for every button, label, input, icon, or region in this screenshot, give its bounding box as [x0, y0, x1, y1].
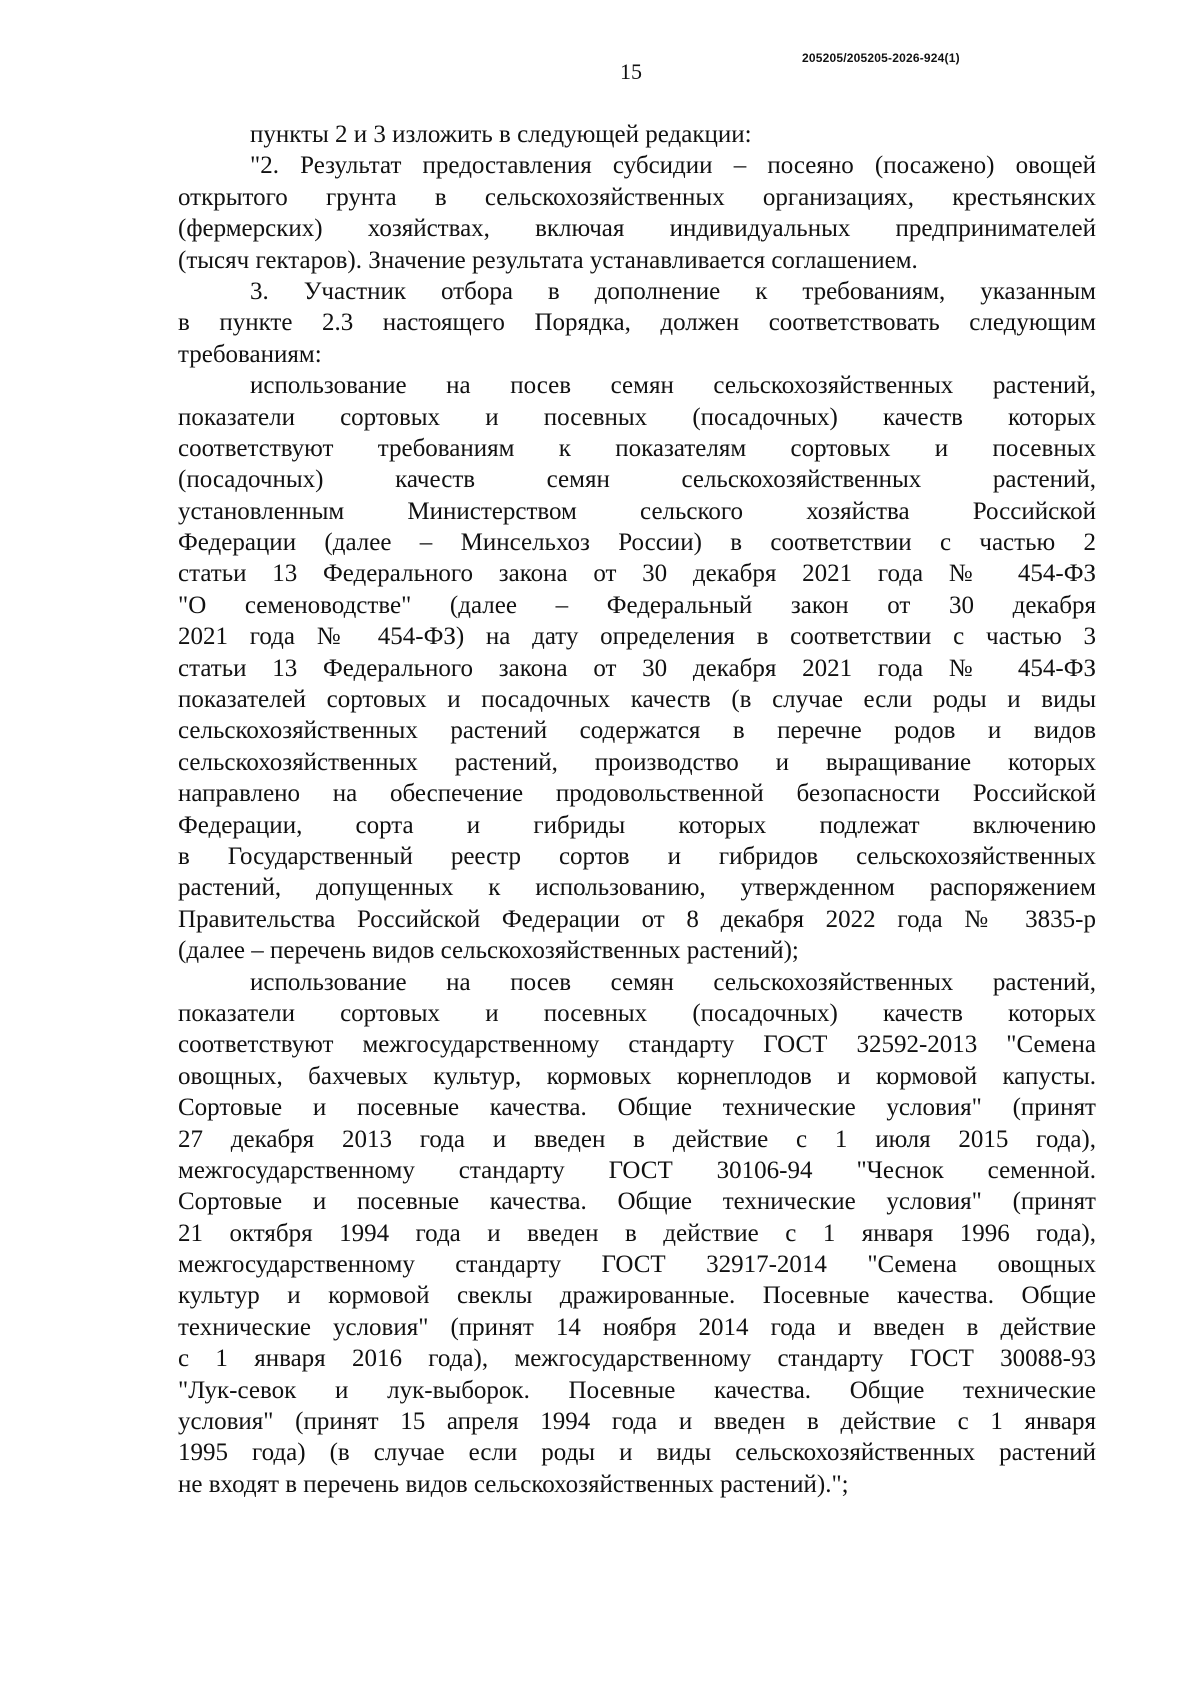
text-line: Федерации, сорта и гибриды которых подлежат включению: [178, 811, 1096, 839]
text-line: статьи 13 Федерального закона от 30 декабря 2021 года № 454-ФЗ: [178, 654, 1096, 682]
page-number: 15: [620, 59, 642, 84]
text-line: Сортовые и посевные качества. Общие технические условия" (принят: [178, 1188, 1096, 1216]
text-line: в Государственный реестр сортов и гибридов сельскохозяйственных: [178, 842, 1096, 870]
text-line: показатели сортовых и посевных (посадочных) качеств которых: [178, 999, 1096, 1027]
text-line: (далее – перечень видов сельскохозяйственных растений);: [178, 937, 799, 965]
text-line: открытого грунта в сельскохозяйственных организациях, крестьянских: [178, 183, 1096, 211]
text-line: межгосударственному стандарту ГОСТ 30106-94 "Чеснок семенной.: [178, 1156, 1096, 1184]
text-line: растений, допущенных к использованию, утвержденном распоряжением: [178, 874, 1096, 902]
text-line: технические условия" (принят 14 ноября 2014 года и введен в действие: [178, 1313, 1096, 1341]
text-line: "О семеноводстве" (далее – Федеральный закон от 30 декабря: [178, 591, 1096, 619]
text-line: сельскохозяйственных растений, производство и выращивание которых: [178, 748, 1096, 776]
text-line: овощных, бахчевых культур, кормовых корнеплодов и кормовой капусты.: [178, 1062, 1096, 1090]
text-line: межгосударственному стандарту ГОСТ 32917-2014 "Семена овощных: [178, 1251, 1096, 1279]
text-line: 27 декабря 2013 года и введен в действие с 1 июля 2015 года),: [178, 1125, 1096, 1153]
text-line: "2. Результат предоставления субсидии – посеяно (посажено) овощей: [250, 152, 1096, 180]
text-line: направлено на обеспечение продовольственной безопасности Российской: [178, 780, 1096, 808]
text-line: соответствуют требованиям к показателям сортовых и посевных: [178, 434, 1096, 462]
text-line: (посадочных) качеств семян сельскохозяйственных растений,: [178, 466, 1096, 494]
text-line: условия" (принят 15 апреля 1994 года и введен в действие с 1 января: [178, 1408, 1096, 1436]
text-line: показателей сортовых и посадочных качеств (в случае если роды и виды: [178, 686, 1096, 714]
text-line: в пункте 2.3 настоящего Порядка, должен соответствовать следующим: [178, 309, 1096, 337]
text-line: не входят в перечень видов сельскохозяйственных растений).";: [178, 1470, 849, 1498]
text-line: 1995 года) (в случае если роды и виды сельскохозяйственных растений: [178, 1439, 1096, 1467]
text-line: с 1 января 2016 года), межгосударственному стандарту ГОСТ 30088-93: [178, 1345, 1096, 1373]
text-line: Сортовые и посевные качества. Общие технические условия" (принят: [178, 1094, 1096, 1122]
text-line: использование на посев семян сельскохозяйственных растений,: [250, 968, 1096, 996]
text-line: культур и кормовой свеклы дражированные. Посевные качества. Общие: [178, 1282, 1096, 1310]
text-line: 2021 года № 454-ФЗ) на дату определения в соответствии с частью 3: [178, 623, 1096, 651]
text-line: Федерации (далее – Минсельхоз России) в соответствии с частью 2: [178, 529, 1096, 557]
text-line: требованиям:: [178, 340, 322, 368]
text-line: 21 октября 1994 года и введен в действие с 1 января 1996 года),: [178, 1219, 1096, 1247]
text-line: "Лук-севок и лук-выборок. Посевные качества. Общие технические: [178, 1376, 1096, 1404]
text-line: Правительства Российской Федерации от 8 декабря 2022 года № 3835-р: [178, 905, 1096, 933]
text-line: сельскохозяйственных растений содержатся в перечне родов и видов: [178, 717, 1096, 745]
text-line: (фермерских) хозяйствах, включая индивидуальных предпринимателей: [178, 215, 1096, 243]
text-line: пункты 2 и 3 изложить в следующей редакции:: [250, 121, 752, 148]
text-line: показатели сортовых и посевных (посадочных) качеств которых: [178, 403, 1096, 431]
text-line: статьи 13 Федерального закона от 30 декабря 2021 года № 454-ФЗ: [178, 560, 1096, 588]
text-line: использование на посев семян сельскохозяйственных растений,: [250, 372, 1096, 400]
text-line: соответствуют межгосударственному стандарту ГОСТ 32592-2013 "Семена: [178, 1031, 1096, 1059]
text-line: 3. Участник отбора в дополнение к требованиям, указанным: [250, 277, 1096, 305]
document-id: 205205/205205-2026-924(1): [802, 51, 960, 65]
text-line: установленным Министерством сельского хозяйства Российской: [178, 497, 1096, 525]
text-line: (тысяч гектаров). Значение результата устанавливается соглашением.: [178, 246, 918, 274]
document-body: [178, 119, 1096, 1500]
